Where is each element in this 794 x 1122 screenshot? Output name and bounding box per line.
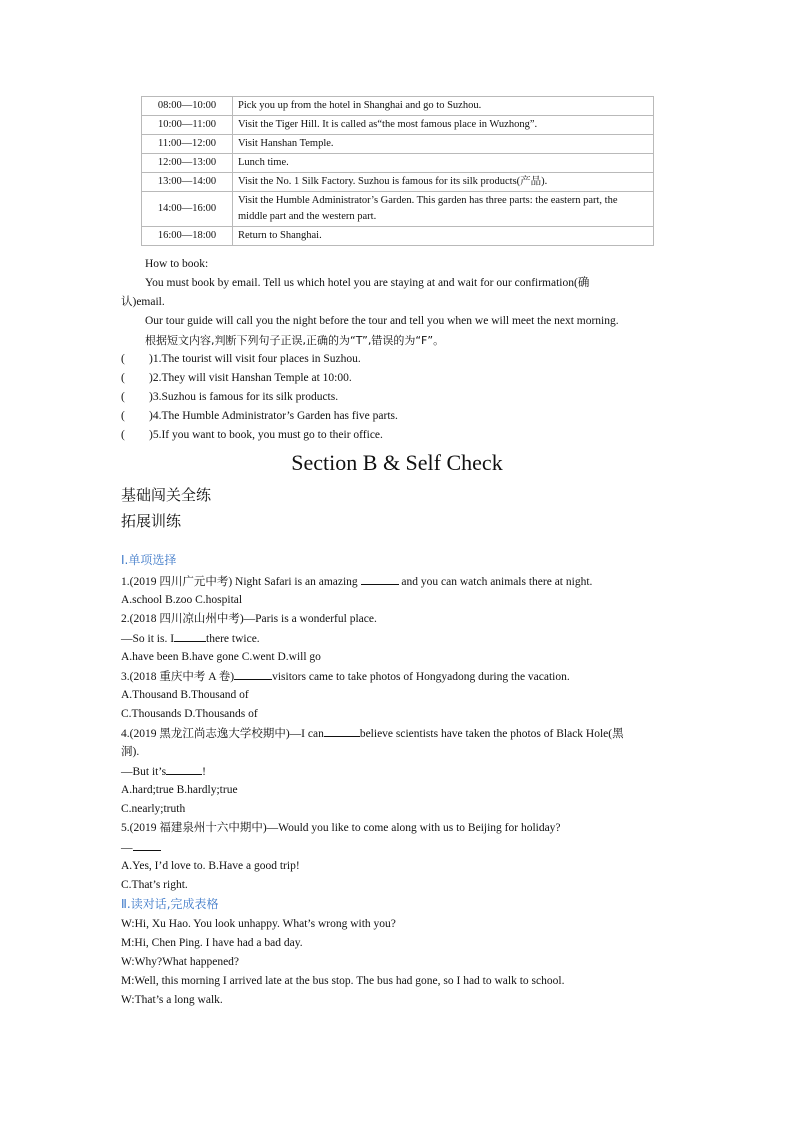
part-2-heading: Ⅱ.读对话,完成表格 xyxy=(121,897,219,911)
schedule-activity: Visit Hanshan Temple. xyxy=(233,135,654,154)
table-row xyxy=(142,97,654,116)
tf-question-5: ( )5.If you want to book, you must go to their office. xyxy=(121,429,383,441)
tf-instruction: 根据短文内容,判断下列句子正误,正确的为“T”,错误的为“F”。 xyxy=(145,334,445,347)
schedule-activity: Pick you up from the hotel in Shanghai and go to Suzhou. xyxy=(233,97,654,116)
schedule-time: 16:00—18:00 xyxy=(142,227,233,246)
answer-blank xyxy=(361,573,399,585)
question-5-options-c: C.That’s right. xyxy=(121,879,188,891)
dialog-line: W:That’s a long walk. xyxy=(121,994,223,1006)
table-row xyxy=(142,192,654,227)
question-5-options-ab: A.Yes, I’d love to. B.Have a good trip! xyxy=(121,860,300,872)
question-1-options: A.school B.zoo C.hospital xyxy=(121,594,243,606)
schedule-activity: Lunch time. xyxy=(233,154,654,173)
answer-blank xyxy=(166,763,202,775)
booking-paragraph-1-cont: 认)email. xyxy=(121,296,165,308)
tour-schedule-table xyxy=(141,96,654,246)
schedule-time: 10:00—11:00 xyxy=(142,116,233,135)
answer-blank xyxy=(324,725,360,737)
answer-blank xyxy=(133,839,161,851)
part-1-heading: Ⅰ.单项选择 xyxy=(121,553,177,567)
dialog-line: M:Well, this morning I arrived late at the bus stop. The bus had gone, so I had to walk to school. xyxy=(121,975,565,987)
table-row xyxy=(142,154,654,173)
tf-question-2: ( )2.They will visit Hanshan Temple at 10:00. xyxy=(121,372,352,384)
schedule-time: 08:00—10:00 xyxy=(142,97,233,116)
tf-question-1: ( )1.The tourist will visit four places in Suzhou. xyxy=(121,353,361,365)
schedule-time: 13:00—14:00 xyxy=(142,173,233,192)
schedule-activity: Visit the Tiger Hill. It is called as“the most famous place in Wuzhong”. xyxy=(233,116,654,135)
schedule-activity: Return to Shanghai. xyxy=(233,227,654,246)
schedule-time: 12:00—13:00 xyxy=(142,154,233,173)
subtitle-extension: 拓展训练 xyxy=(121,512,182,530)
table-row xyxy=(142,116,654,135)
schedule-time: 11:00—12:00 xyxy=(142,135,233,154)
booking-paragraph-2: Our tour guide will call you the night before the tour and tell you when we will meet the next morning. xyxy=(145,315,619,327)
answer-blank xyxy=(174,630,206,642)
question-2-options: A.have been B.have gone C.went D.will go xyxy=(121,651,321,663)
question-4: 4.(2019 黑龙江尚志逸大学校期中)—I can believe scientists have taken the photos of Black Hole(黑 xyxy=(121,725,624,743)
schedule-activity: Visit the Humble Administrator’s Garden. This garden has three parts: the eastern part, the middle part and the western part. xyxy=(233,192,654,227)
table-row xyxy=(142,173,654,192)
section-title: Section B & Self Check xyxy=(291,450,503,475)
question-3-options-cd: C.Thousands D.Thousands of xyxy=(121,708,258,720)
question-3: 3.(2018 重庆中考 A 卷) visitors came to take photos of Hongyadong during the vacation. xyxy=(121,668,570,686)
question-4-reply: —But it’s ! xyxy=(121,763,206,781)
dialog-line: W:Hi, Xu Hao. You look unhappy. What’s wrong with you? xyxy=(121,918,396,930)
schedule-activity: Visit the No. 1 Silk Factory. Suzhou is famous for its silk products(产品). xyxy=(233,173,654,192)
question-1: 1.(2019 四川广元中考) Night Safari is an amazing and you can watch animals there at night. xyxy=(121,573,592,591)
table-row xyxy=(142,227,654,246)
tf-question-3: ( )3.Suzhou is famous for its silk products. xyxy=(121,391,339,403)
question-4-options-ab: A.hard;true B.hardly;true xyxy=(121,784,238,796)
question-2-reply: —So it is. I there twice. xyxy=(121,630,260,648)
question-3-options-ab: A.Thousand B.Thousand of xyxy=(121,689,249,701)
question-2: 2.(2018 四川凉山州中考)—Paris is a wonderful place. xyxy=(121,613,377,625)
question-5-reply: — xyxy=(121,839,161,857)
answer-blank xyxy=(234,668,272,680)
booking-paragraph-1: You must book by email. Tell us which hotel you are staying at and wait for our confirmation(确 xyxy=(145,277,590,289)
how-to-book-heading: How to book: xyxy=(145,258,209,270)
dialog-line: W:Why?What happened? xyxy=(121,956,240,968)
table-row xyxy=(142,135,654,154)
schedule-time: 14:00—16:00 xyxy=(142,192,233,227)
subtitle-basic: 基础闯关全练 xyxy=(121,486,212,504)
tf-question-4: ( )4.The Humble Administrator’s Garden has five parts. xyxy=(121,410,398,422)
dialog-line: M:Hi, Chen Ping. I have had a bad day. xyxy=(121,937,303,949)
question-4-cont: 洞). xyxy=(121,746,140,758)
question-5: 5.(2019 福建泉州十六中期中)—Would you like to come along with us to Beijing for holiday? xyxy=(121,822,561,834)
question-4-options-c: C.nearly;truth xyxy=(121,803,186,815)
